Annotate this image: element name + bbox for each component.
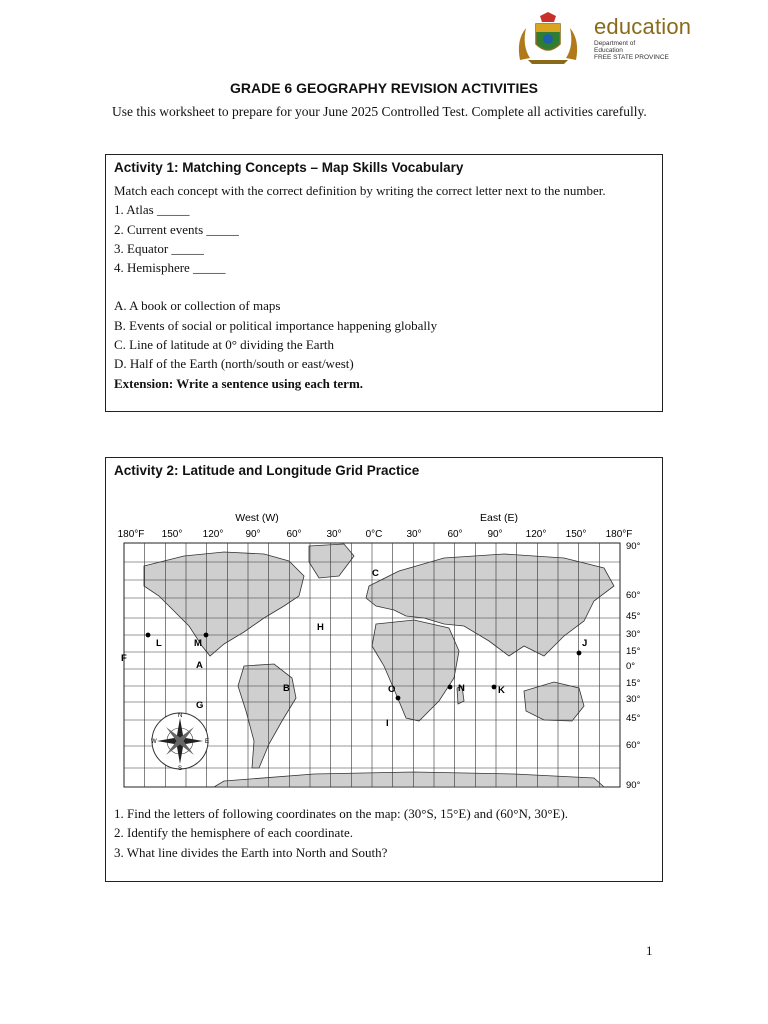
map-letter-B: B [283, 683, 290, 694]
latitude-label: 60° [626, 590, 641, 601]
longitude-label: 150° [161, 529, 183, 540]
compass-south: S [178, 766, 183, 772]
logo-subtitle [594, 40, 669, 61]
map-letter-I: I [386, 718, 389, 729]
concept-item: 3. Equator _____ [114, 240, 204, 256]
latitude-label: 30° [626, 694, 641, 705]
world-grid-map [114, 506, 654, 800]
concept-item: 4. Hemisphere _____ [114, 260, 226, 276]
question-item: 1. Find the letters of following coordinates on the map: (30°S, 15°E) and (60°N, 30°E). [114, 806, 569, 821]
map-letter-K: K [498, 685, 505, 696]
intro-text: Use this worksheet to prepare for your June 2025 Controlled Test. Complete all activities carefully. [112, 104, 647, 119]
definition-item: C. Line of latitude at 0° dividing the Earth [114, 337, 335, 353]
map-letter-N: N [458, 683, 465, 694]
longitude-label: 90° [487, 529, 503, 540]
map-letter-F: F [121, 653, 127, 664]
definition-item: D. Half of the Earth (north/south or east/west) [114, 356, 354, 372]
longitude-label: 60° [447, 529, 463, 540]
longitude-label: 30° [406, 529, 422, 540]
longitude-label: 30° [326, 529, 342, 540]
map-letter-O: O [388, 684, 396, 695]
latitude-label: 60° [626, 740, 641, 751]
activity1-heading: Activity 1: Matching Concepts – Map Skills Vocabulary [114, 160, 464, 175]
longitude-label: 180°F [605, 529, 633, 540]
question-item: 2. Identify the hemisphere of each coordinate. [114, 825, 353, 841]
map-letter-H: H [317, 622, 324, 633]
activity2-questions [114, 804, 568, 862]
page-number: 1 [646, 943, 653, 958]
longitude-label: 150° [565, 529, 587, 540]
concept-item: 1. Atlas _____ [114, 202, 190, 218]
east-label: East (E) [480, 512, 518, 524]
latitude-label: 30° [626, 629, 641, 640]
question-item: 3. What line divides the Earth into North and South? [114, 844, 388, 860]
compass-east: E [205, 739, 210, 745]
latitude-label: 45° [626, 713, 641, 724]
definition-item: B. Events of social or political importance happening globally [114, 317, 438, 333]
logo-sub-line: Education [594, 47, 623, 54]
concept-item: 2. Current events _____ [114, 221, 239, 237]
latitude-label: 0° [626, 661, 636, 672]
longitude-label: 90° [245, 529, 261, 540]
map-letter-C: C [372, 568, 379, 579]
coat-of-arms-icon [512, 10, 584, 66]
longitude-label: 120° [525, 529, 547, 540]
logo-wordmark: education [594, 14, 692, 39]
activity2-heading: Activity 2: Latitude and Longitude Grid Practice [114, 463, 420, 478]
logo-sub-line: Department of [594, 40, 636, 47]
extension-task: Extension: Write a sentence using each term. [114, 375, 364, 391]
longitude-label: 120° [202, 529, 224, 540]
page-title: GRADE 6 GEOGRAPHY REVISION ACTIVITIES [229, 80, 539, 96]
longitude-label: 60° [286, 529, 302, 540]
map-letter-G: G [196, 700, 204, 711]
activity1-instruction: Match each concept with the correct definition by writing the correct letter next to the number. [114, 183, 606, 198]
longitude-label: 0°C [365, 529, 383, 540]
map-letter-M: M [194, 638, 202, 649]
activity2-box [105, 457, 663, 882]
logo-sub-line: FREE STATE PROVINCE [594, 54, 669, 61]
definition-item: A. A book or collection of maps [114, 298, 281, 314]
west-label: West (W) [235, 512, 279, 524]
latitude-label: 90° [626, 780, 641, 791]
map-letter-A: A [196, 660, 203, 671]
longitude-label: 180°F [117, 529, 145, 540]
map-letter-L: L [156, 638, 162, 649]
activity1-box [105, 154, 663, 412]
latitude-label: 15° [626, 678, 641, 689]
compass-west: W [151, 739, 157, 745]
education-logo [512, 10, 692, 66]
latitude-label: 90° [626, 541, 641, 552]
latitude-label: 45° [626, 611, 641, 622]
compass-north: N [178, 713, 183, 719]
latitude-label: 15° [626, 646, 641, 657]
map-letter-J: J [582, 638, 588, 649]
